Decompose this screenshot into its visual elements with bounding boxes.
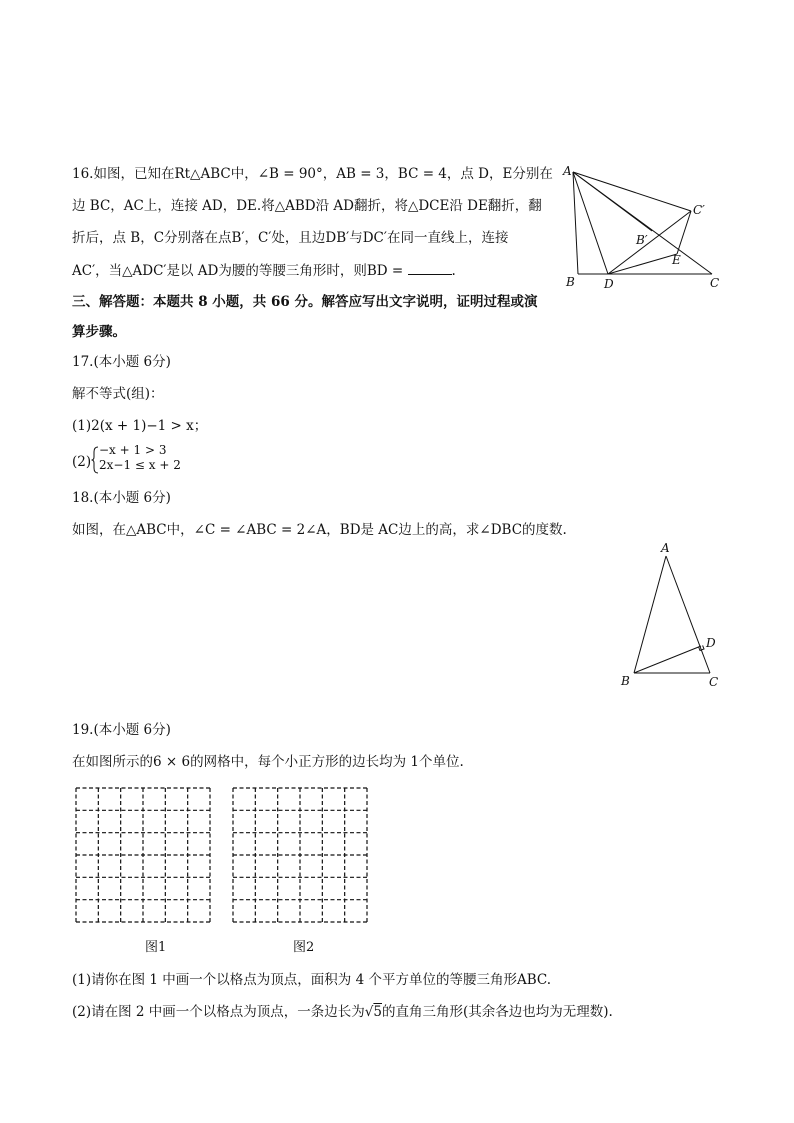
q16-label-D: D (604, 277, 614, 291)
section3-line1: 三、解答题：本题共 8 小题，共 66 分。解答应写出文字说明，证明过程或演 (72, 294, 538, 310)
q18-figure (615, 538, 725, 693)
q18-header: 18.(本小题 6分) (72, 490, 171, 506)
grid-figure-1 (74, 786, 212, 924)
q19-part2-sqrt-value: 5 (373, 1004, 382, 1020)
q19-part2-text-b: 的直角三角形(其余各边也均为无理数). (382, 1004, 613, 1020)
answer-blank (408, 260, 452, 275)
grid-figure-2 (231, 786, 369, 924)
sqrt-icon: √ (364, 1004, 374, 1020)
q19-text: 在如图所示的6 × 6的网格中，每个小正方形的边长均为 1个单位. (72, 754, 464, 770)
q16-label-A: A (563, 164, 572, 178)
q16-line4 (72, 260, 456, 281)
fig2-caption: 图2 (293, 940, 315, 955)
q16-label-C-prime: C′ (693, 203, 705, 217)
q16-line3: 折后，点 B，C分别落在点B′，C′处，且边DB′与DC′在同一直线上，连接 (72, 230, 509, 246)
q19-part1: (1)请你在图 1 中画一个以格点为顶点，面积为 4 个平方单位的等腰三角形ABC. (72, 972, 552, 988)
q16-label-B: B (566, 275, 575, 289)
q18-text: 如图，在△ABC中，∠C = ∠ABC = 2∠A，BD是 AC边上的高，求∠DBC的度数. (72, 522, 567, 538)
q16-line2: 边 BC，AC上，连接 AD，DE.将△ABD沿 AD翻折，将△DCE沿 DE翻折，翻 (72, 198, 542, 214)
fig1-caption: 图1 (145, 940, 167, 955)
q17-part2-label: (2) (72, 454, 92, 470)
q17-header: 17.(本小题 6分) (72, 354, 171, 370)
q16-line4-text: AC′，当△ADC′是以 AD为腰的等腰三角形时，则BD = (72, 263, 404, 279)
q19-part2-text-a: (2)请在图 2 中画一个以格点为顶点，一条边长为 (72, 1004, 365, 1020)
brace-icon (91, 446, 99, 474)
q17-intro: 解不等式(组)： (72, 386, 164, 402)
q16-line1: 16.如图，已知在Rt△ABC中，∠B = 90°，AB = 3，BC = 4，点 D，E分别在 (72, 166, 553, 182)
q17-part2-line1: −x + 1 > 3 (99, 443, 167, 457)
q16-label-E: E (672, 253, 681, 267)
section3-line2: 算步骤。 (72, 324, 126, 340)
q16-label-B-prime: B′ (636, 233, 648, 247)
q18-label-D: D (706, 636, 716, 650)
q17-part1: (1)2(x + 1)−1 > x； (72, 418, 208, 434)
q16-figure (560, 160, 730, 295)
q16-label-C: C (710, 276, 720, 290)
q19-header: 19.(本小题 6分) (72, 722, 171, 738)
q18-label-A: A (661, 541, 670, 555)
q19-part2 (72, 1002, 613, 1022)
q18-label-C: C (709, 675, 719, 689)
q16-line4-end: . (451, 263, 456, 279)
q18-label-B: B (621, 674, 630, 688)
q17-part2-line2: 2x−1 ≤ x + 2 (99, 458, 181, 472)
